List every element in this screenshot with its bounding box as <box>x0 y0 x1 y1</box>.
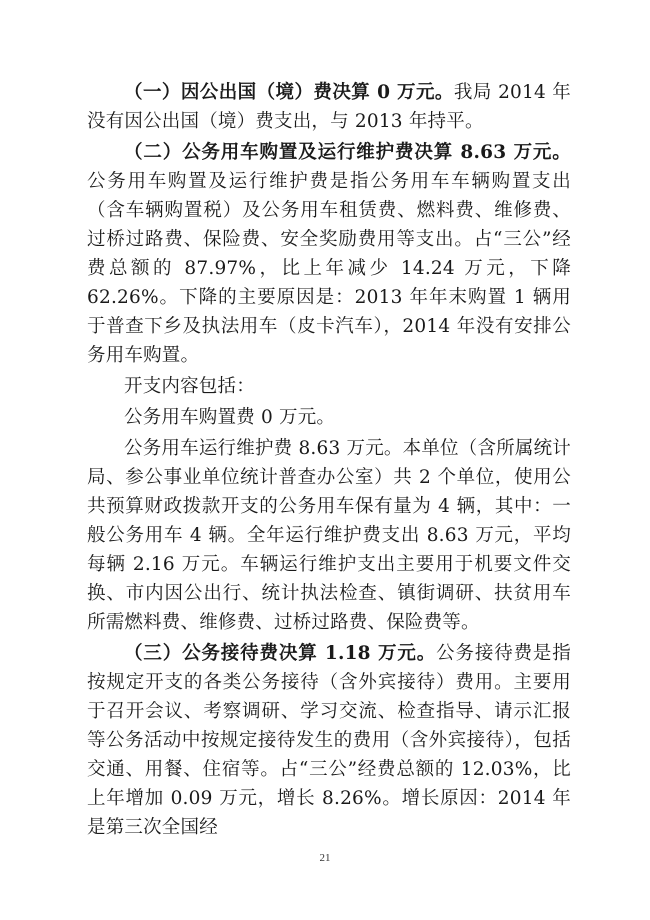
paragraph-reception-costs <box>87 639 571 842</box>
paragraph-text: 开支内容包括： <box>124 376 255 397</box>
paragraph-expense-items <box>87 372 571 401</box>
paragraph-text: 我局 2014 年没有因公出国（境）费支出，与 2013 年持平。 <box>87 82 571 132</box>
paragraph-text: 公务用车购置及运行维护费是指公务用车车辆购置支出（含车辆购置税）及公务用车租赁费、燃料费、维修费、过桥过路费、保险费、安全奖励费用等支出。占“三公”经费总额的 87.97%，比上年减少 14.24 万元，下降 62.26%。下降的主要原因是：2013 年年末购置 1 辆用于普查下乡及执法用车（皮卡汽车），2014 年没有安排公务用车购置。 <box>87 171 571 366</box>
paragraph-outbound-travel <box>87 78 571 136</box>
paragraph-vehicle-maintenance <box>87 434 571 637</box>
document-body <box>87 78 571 844</box>
paragraph-text: 公务用车购置费 0 万元。 <box>124 407 336 428</box>
paragraph-heading: （三）公务接待费决算 1.18 万元。 <box>124 643 437 664</box>
paragraph-heading: （一）因公出国（境）费决算 0 万元。 <box>124 82 454 103</box>
paragraph-text: 公务接待费是指按规定开支的各类公务接待（含外宾接待）费用。主要用于召开会议、考察调研、学习交流、检查指导、请示汇报等公务活动中按规定接待发生的费用（含外宾接待），包括交通、用餐、住宿等。占“三公”经费总额的 12.03%，比上年增加 0.09 万元，增长 8.26%。增长原因：2014 年是第三次全国经 <box>87 643 571 838</box>
page-number: 21 <box>319 852 331 864</box>
paragraph-heading: （二）公务用车购置及运行维护费决算 8.63 万元。 <box>124 142 571 163</box>
paragraph-vehicle-purchase <box>87 403 571 432</box>
paragraph-vehicle-costs <box>87 138 571 370</box>
paragraph-text: 公务用车运行维护费 8.63 万元。本单位（含所属统计局、参公事业单位统计普查办公室）共 2 个单位，使用公共预算财政拨款开支的公务用车保有量为 4 辆，其中：一般公务用车 4 辆。全年运行维护费支出 8.63 万元，平均每辆 2.16 万元。车辆运行维护支出主要用于机要文件交换、市内因公出行、统计执法检查、镇街调研、扶贫用车所需燃料费、维修费、过桥过路费、保险费等。 <box>87 438 571 633</box>
